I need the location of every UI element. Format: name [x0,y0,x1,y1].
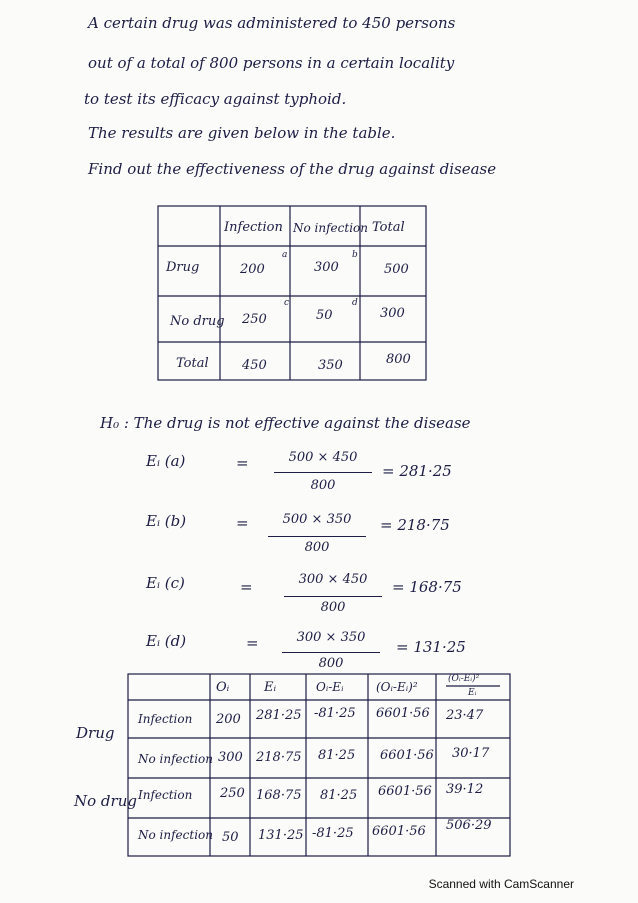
obs-cell: 450 [242,358,267,373]
expected-a-numerator: 500 × 450 [288,450,358,465]
chi-cell: 281·25 [256,708,302,723]
chi-row-label: Infection [138,788,193,802]
expected-d-result: = 131·25 [396,638,466,656]
chi-cell: 218·75 [256,750,302,765]
expected-a-denominator: 800 [310,478,336,493]
chi-cell: 250 [220,786,245,801]
problem-line-3: to test its efficacy against typhoid. [84,90,347,108]
expected-b-denominator: 800 [304,540,330,555]
problem-line-2: out of a total of 800 persons in a certain locality [88,54,455,72]
chi-header-ratio-numerator: (Oᵢ-Eᵢ)² [448,674,480,684]
obs-cell: 300 [380,306,405,321]
chi-cell: 81·25 [320,788,358,803]
fraction-bar [284,596,382,597]
obs-header-no-infection: No infection [293,221,368,235]
group-label-no-drug: No drug [74,792,137,810]
obs-cell: 250 [242,312,267,327]
expected-b-eq: = [236,514,249,532]
expected-a-result: = 281·25 [382,462,452,480]
chi-cell: 200 [216,712,241,727]
problem-line-1: A certain drug was administered to 450 persons [88,14,456,32]
obs-cell: 300 [314,260,339,275]
obs-cell: 800 [386,352,411,367]
expected-c-result: = 168·75 [392,578,462,596]
expected-b-result: = 218·75 [380,516,450,534]
expected-b-label: Eᵢ (b) [146,512,187,530]
chi-header-expected: Eᵢ [264,680,277,695]
chi-cell: 6601·56 [378,784,432,799]
chi-row-label: No infection [138,828,213,842]
obs-row-label-total: Total [176,356,209,371]
expected-c-label: Eᵢ (c) [146,574,185,592]
fraction-bar [274,472,372,473]
cell-marker: d [352,298,358,308]
chi-cell: 6601·56 [372,824,426,839]
chi-cell: 168·75 [256,788,302,803]
chi-cell: 23·47 [446,708,484,723]
chi-header-ratio-denominator: Eᵢ [468,688,477,698]
obs-row-label-drug: Drug [166,260,200,275]
obs-cell: 200 [240,262,265,277]
fraction-bar [268,536,366,537]
chi-cell: 131·25 [258,828,304,843]
chi-row-label: No infection [138,752,213,766]
chi-cell: 300 [218,750,243,765]
scanner-watermark: Scanned with CamScanner [428,877,574,891]
chi-cell: 6601·56 [380,748,434,763]
cell-marker: c [284,298,290,308]
chi-header-difference: Oᵢ-Eᵢ [316,680,344,694]
fraction-bar [282,652,380,653]
cell-marker: b [352,250,358,260]
chi-cell: 506·29 [446,818,492,833]
obs-cell: 350 [318,358,343,373]
expected-c-numerator: 300 × 450 [298,572,368,587]
expected-d-numerator: 300 × 350 [296,630,366,645]
chi-cell: -81·25 [314,706,356,721]
chi-cell: 81·25 [318,748,356,763]
expected-a-label: Eᵢ (a) [146,452,186,470]
obs-row-label-no-drug: No drug [170,314,225,329]
obs-header-infection: Infection [224,220,283,235]
null-hypothesis: H₀ : The drug is not effective against the disease [100,414,471,432]
chi-cell: 39·12 [446,782,484,797]
chi-row-label: Infection [138,712,193,726]
chi-header-squared: (Oᵢ-Eᵢ)² [376,680,418,694]
expected-c-eq: = [240,578,253,596]
chi-cell: 30·17 [452,746,490,761]
obs-cell: 500 [384,262,409,277]
chi-header-observed: Oᵢ [216,680,230,695]
expected-d-denominator: 800 [318,656,344,671]
problem-line-5: Find out the effectiveness of the drug against disease [88,160,497,178]
cell-marker: a [282,250,288,260]
expected-d-eq: = [246,634,259,652]
expected-b-numerator: 500 × 350 [282,512,352,527]
obs-header-total: Total [372,220,405,235]
chi-cell: -81·25 [312,826,354,841]
chi-cell: 6601·56 [376,706,430,721]
chi-cell: 50 [222,830,239,845]
expected-a-eq: = [236,454,249,472]
problem-line-4: The results are given below in the table. [88,124,396,142]
expected-c-denominator: 800 [320,600,346,615]
obs-cell: 50 [316,308,333,323]
expected-d-label: Eᵢ (d) [146,632,187,650]
group-label-drug: Drug [76,724,115,742]
